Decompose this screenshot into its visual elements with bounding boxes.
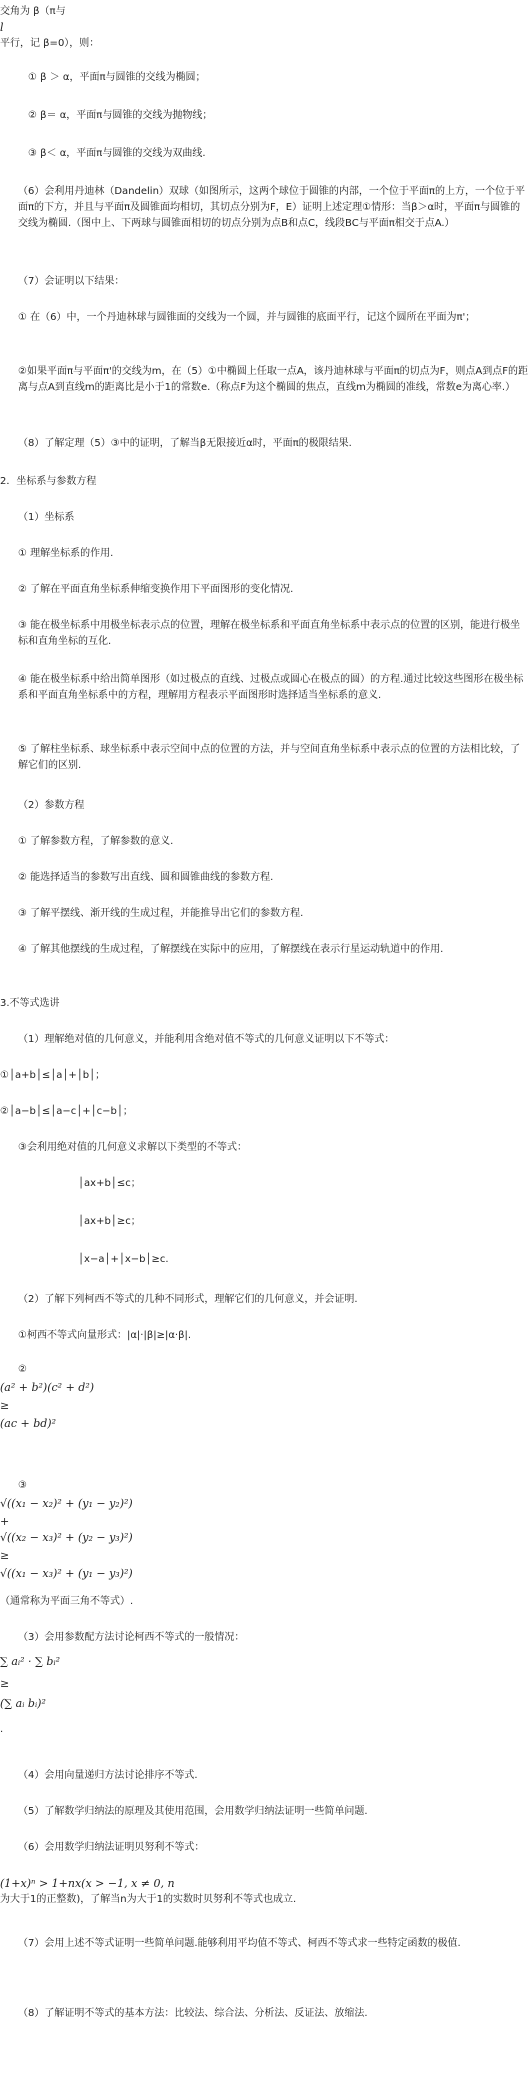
list-item: ③会利用绝对值的几何意义求解以下类型的不等式： — [18, 1142, 247, 1153]
paragraph: （7）会证明以下结果： — [18, 276, 125, 287]
formula-line: ≥ — [0, 1399, 10, 1412]
formula-line: ≥ — [0, 1549, 10, 1562]
formula-line: ≥ — [0, 1677, 10, 1690]
text-line: 交角为 β（π与 — [0, 6, 66, 17]
subsection-heading: （3）会用参数配方法讨论柯西不等式的一般情况： — [18, 1632, 245, 1643]
formula-line: (a² + b²)(c² + d²) — [0, 1381, 95, 1394]
list-item-marker: ③ — [18, 1480, 27, 1491]
list-item: ② 能选择适当的参数写出直线、圆和圆锥曲线的参数方程. — [18, 872, 274, 883]
section-heading: 2．坐标系与参数方程 — [0, 476, 97, 487]
formula-line: l — [0, 21, 4, 34]
list-item: ①柯西不等式向量形式：|α|·|β|≥|α·β|. — [18, 1330, 192, 1341]
list-item: ① 了解参数方程，了解参数的意义. — [18, 836, 174, 847]
list-item-marker: ② — [18, 1364, 27, 1375]
list-item: ② 了解在平面直角坐标系伸缩变换作用下平面图形的变化情况. — [18, 584, 294, 595]
inequality-line: │x−a│+│x−b│≥c. — [78, 1254, 169, 1265]
subsection-heading: （7）会用上述不等式证明一些简单问题.能够利用平均值不等式、柯西不等式求一些特定函数的极值. — [18, 1938, 461, 1949]
list-item: ③ 能在极坐标系中用极坐标表示点的位置，理解在极坐标系和平面直角坐标系中表示点的位置的区别，能进行极坐标和直角坐标的互化. — [18, 620, 521, 647]
formula-line: √((x₁ − x₂)² + (y₁ − y₂)²) — [0, 1497, 133, 1510]
subsection-heading: （8）了解证明不等式的基本方法：比较法、综合法、分析法、反证法、放缩法. — [18, 2008, 368, 2019]
list-item: ② β＝ α，平面π与圆锥的交线为抛物线； — [28, 110, 213, 121]
formula-line: √((x₂ − x₃)² + (y₂ − y₃)²) — [0, 1531, 133, 1544]
list-item: ⑤ 了解柱坐标系、球坐标系中表示空间中点的位置的方法，并与空间直角坐标系中表示点的位置的方法相比较，了解它们的区别. — [18, 744, 521, 771]
subsection-heading: （1）理解绝对值的几何意义，并能利用含绝对值不等式的几何意义证明以下不等式： — [18, 1034, 395, 1045]
section-heading: 3.不等式选讲 — [0, 998, 60, 1009]
list-item: ②│a−b│≤│a−c│+│c−b│； — [0, 1106, 133, 1117]
formula-line: (1+x)ⁿ > 1+nx(x > −1, x ≠ 0, n — [0, 1877, 175, 1890]
formula-line: + — [0, 1515, 10, 1528]
paragraph: ① 在（6）中，一个丹迪林球与圆锥面的交线为一个圆，并与圆锥的底面平行，记这个圆所在平面为π'； — [18, 312, 476, 323]
subsection-heading: （2）了解下列柯西不等式的几种不同形式，理解它们的几何意义，并会证明. — [18, 1294, 358, 1305]
subsection-heading: （6）会用数学归纳法证明贝努利不等式： — [18, 1842, 205, 1853]
list-item: ① 理解坐标系的作用. — [18, 548, 114, 559]
list-item: ① β ＞ α，平面π与圆锥的交线为椭圆； — [28, 72, 206, 83]
list-item: ①│a+b│≤│a│+│b│； — [0, 1070, 106, 1081]
list-item: ④ 了解其他摆线的生成过程，了解摆线在实际中的应用，了解摆线在表示行星运动轨道中的作用. — [18, 944, 444, 955]
text-line: 为大于1的正整数)，了解当n为大于1的实数时贝努利不等式也成立. — [0, 1894, 297, 1905]
inequality-line: │ax+b│≤c； — [78, 1178, 141, 1189]
text-line: 平行，记 β=0），则： — [0, 38, 100, 49]
paragraph: （6）会利用丹迪林（Dandelin）双球（如图所示，这两个球位于圆锥的内部，一个位于平面π的上方，一个位于平面π的下方，并且与平面π及圆锥面均相切，其切点分别为F，E）证明上述定理①情形：当β＞α时，平面π与圆锥的交线为椭圆.（图中上、下两球与圆锥面相切的切点分别为点B和点C，线段BC与平面π相交于点A.） — [18, 186, 525, 229]
text-line: （通常称为平面三角不等式）. — [0, 1596, 134, 1607]
list-item: ③ 了解平摆线、渐开线的生成过程，并能推导出它们的参数方程. — [18, 908, 304, 919]
subsection-heading: （5）了解数学归纳法的原理及其使用范围，会用数学归纳法证明一些简单问题. — [18, 1806, 368, 1817]
formula-line: (ac + bd)² — [0, 1417, 57, 1430]
paragraph: （8）了解定理（5）③中的证明，了解当β无限接近α时，平面π的极限结果. — [18, 438, 352, 449]
list-item: ④ 能在极坐标系中给出简单图形（如过极点的直线、过极点或圆心在极点的圆）的方程.通过比较这些图形在极坐标系和平面直角坐标系中的方程，理解用方程表示平面图形时选择适当坐标系的意义. — [18, 674, 524, 701]
formula-line: ∑ aᵢ² · ∑ bᵢ² — [0, 1655, 61, 1668]
inequality-line: │ax+b│≥c； — [78, 1216, 141, 1227]
subsection-heading: （2）参数方程 — [18, 800, 85, 811]
paragraph: ②如果平面π与平面π'的交线为m，在（5）①中椭圆上任取一点A，该丹迪林球与平面π的切点为F，则点A到点F的距离与点A到直线m的距离比是小于1的常数e.（称点F为这个椭圆的焦点，直线m为椭圆的准线，常数e为离心率.） — [18, 366, 529, 393]
subsection-heading: （1）坐标系 — [18, 512, 75, 523]
formula-line: (∑ aᵢ bᵢ)² — [0, 1697, 46, 1710]
text-line: . — [0, 1724, 4, 1735]
list-item: ③ β＜ α，平面π与圆锥的交线为双曲线. — [28, 148, 206, 159]
formula-line: √((x₁ − x₃)² + (y₁ − y₃)²) — [0, 1567, 133, 1580]
subsection-heading: （4）会用向量递归方法讨论排序不等式. — [18, 1770, 198, 1781]
